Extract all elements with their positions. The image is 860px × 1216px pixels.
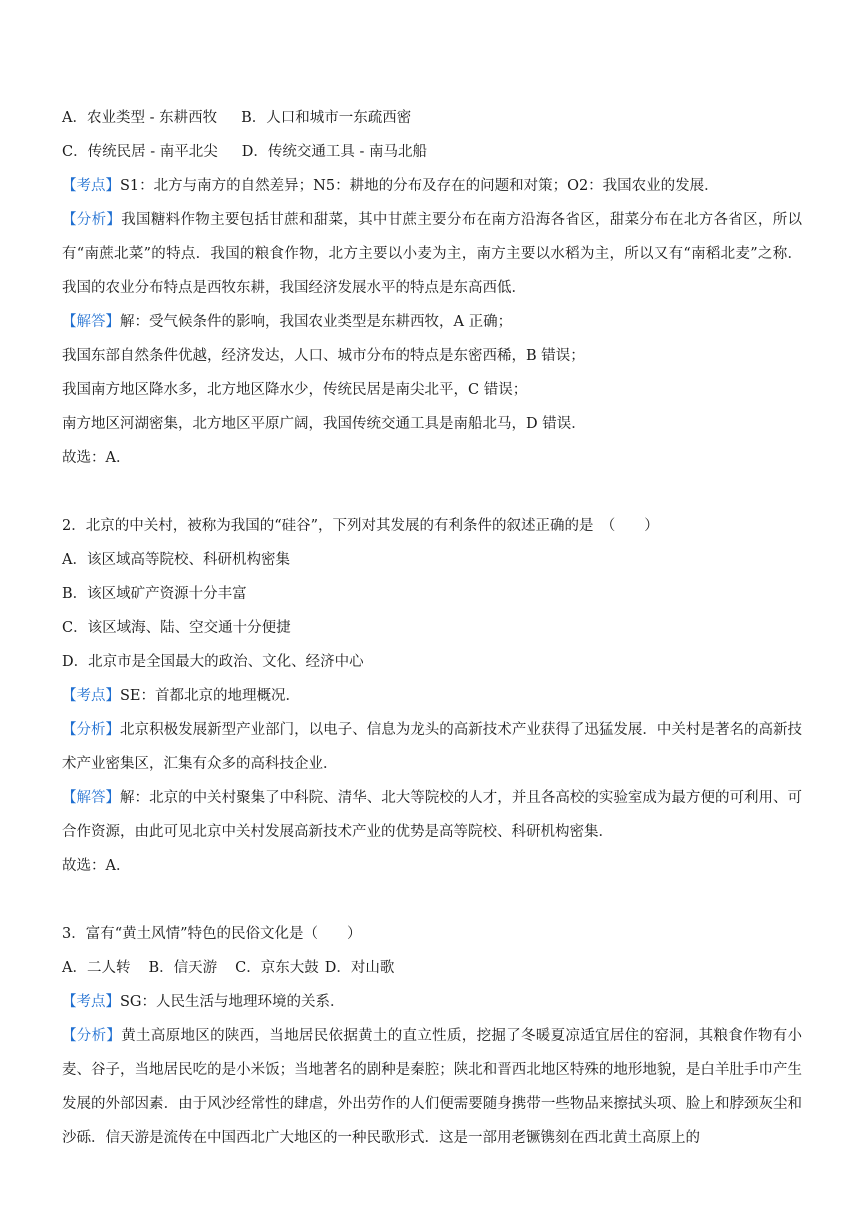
q3-stem: 3．富有“黄土风情”特色的民俗文化是（ ） <box>62 926 362 942</box>
q3-options <box>62 951 802 985</box>
q1-jieda-text: 解：受气候条件的影响，我国农业类型是东耕西牧，A 正确； <box>120 314 513 330</box>
q2-kaodian <box>62 679 802 713</box>
q1-option-d[interactable]: D．传统交通工具 - 南马北船 <box>241 144 427 160</box>
q1-option-b[interactable]: B．人口和城市一东疏西密 <box>241 110 412 126</box>
q2-fenxi <box>62 713 802 781</box>
q2-option-a[interactable]: A．该区域高等院校、科研机构密集 <box>62 552 290 568</box>
q1-fenxi <box>62 203 802 305</box>
fenxi-tag: 【分析】 <box>62 1028 122 1044</box>
kaodian-tag: 【考点】 <box>62 994 120 1010</box>
q3-option-b[interactable]: B．信天游 <box>148 960 218 976</box>
q2-fenxi-text: 北京积极发展新型产业部门，以电子、信息为龙头的高新技术产业获得了迅猛发展．中关村是著名的高新技术产业密集区，汇集有众多的高科技企业． <box>62 722 803 772</box>
q1-answer: 故选：A． <box>62 450 131 466</box>
fenxi-tag: 【分析】 <box>62 212 122 228</box>
q1-fenxi-text: 我国糖料作物主要包括甘蔗和甜菜，其中甘蔗主要分布在南方沿海各省区，甜菜分布在北方各省区，所以有“南蔗北菜”的特点．我国的粮食作物，北方主要以小麦为主，南方主要以水稻为主，所以又有“南稻北麦”之称．我国的农业分布特点是西牧东耕，我国经济发展水平的特点是东高西低． <box>62 212 803 296</box>
jieda-tag: 【解答】 <box>62 314 120 330</box>
fenxi-tag: 【分析】 <box>62 722 121 738</box>
q1-kaodian <box>62 169 802 203</box>
q2-option-d[interactable]: D．北京市是全国最大的政治、文化、经济中心 <box>62 654 364 670</box>
q2-jieda <box>62 781 802 849</box>
q3-fenxi-text: 黄土高原地区的陕西，当地居民依据黄土的直立性质，挖掘了冬暖夏凉适宜居住的窑洞，其粮食作物有小麦、谷子，当地居民吃的是小米饭；当地著名的剧种是秦腔；陕北和晋西北地区特殊的地形地貌，是白羊肚手巾产生发展的外部因素．由于风沙经常性的肆虐，外出劳作的人们便需要随身携带一些物品来擦拭头项、脸上和脖颈灰尘和沙砾．信天游是流传在中国西北广大地区的一种民歌形式．这是一部用老镢镌刻在西北黄土高原上的 <box>62 1028 803 1146</box>
q2-jieda-text: 解：北京的中关村聚集了中科院、清华、北大等院校的人才，并且各高校的实验室成为最方便的可利用、可合作资源，由此可见北京中关村发展高新技术产业的优势是高等院校、科研机构密集． <box>62 790 803 840</box>
q2-kaodian-text: SE：首都北京的地理概况． <box>120 688 301 704</box>
q3-option-c[interactable]: C．京东大鼓 <box>235 960 319 976</box>
q1-option-a[interactable]: A．农业类型 - 东耕西牧 <box>62 110 218 126</box>
q3-kaodian-text: SG：人民生活与地理环境的关系． <box>120 994 345 1010</box>
q1-jieda-line-1: 我国东部自然条件优越，经济发达，人口、城市分布的特点是东密西稀，B 错误； <box>62 348 585 364</box>
kaodian-tag: 【考点】 <box>62 178 120 194</box>
q1-options-ab <box>62 101 802 135</box>
q3-option-d[interactable]: D．对山歌 <box>324 960 395 976</box>
q3-kaodian <box>62 985 802 1019</box>
q1-jieda-line-2: 我国南方地区降水多，北方地区降水少，传统民居是南尖北平，C 错误； <box>62 382 528 398</box>
kaodian-tag: 【考点】 <box>62 688 120 704</box>
q2-stem: 2．北京的中关村，被称为我国的“硅谷”，下列对其发展的有利条件的叙述正确的是 （ ） <box>62 518 659 534</box>
q2-answer: 故选：A． <box>62 858 131 874</box>
q1-kaodian-text: S1：北方与南方的自然差异；N5：耕地的分布及存在的问题和对策；O2：我国农业的发展． <box>120 178 719 194</box>
q1-option-c[interactable]: C．传统民居 - 南平北尖 <box>62 144 218 160</box>
jieda-tag: 【解答】 <box>62 790 121 806</box>
q3-option-a[interactable]: A．二人转 <box>62 960 131 976</box>
q1-jieda-line-3: 南方地区河湖密集，北方地区平原广阔，我国传统交通工具是南船北马，D 错误． <box>62 416 586 432</box>
q1-jieda <box>62 305 802 339</box>
document-page <box>62 101 802 1155</box>
q2-option-c[interactable]: C．该区域海、陆、空交通十分便捷 <box>62 620 291 636</box>
q3-fenxi <box>62 1019 802 1155</box>
q1-options-cd <box>62 135 802 169</box>
q2-option-b[interactable]: B．该区域矿产资源十分丰富 <box>62 586 247 602</box>
